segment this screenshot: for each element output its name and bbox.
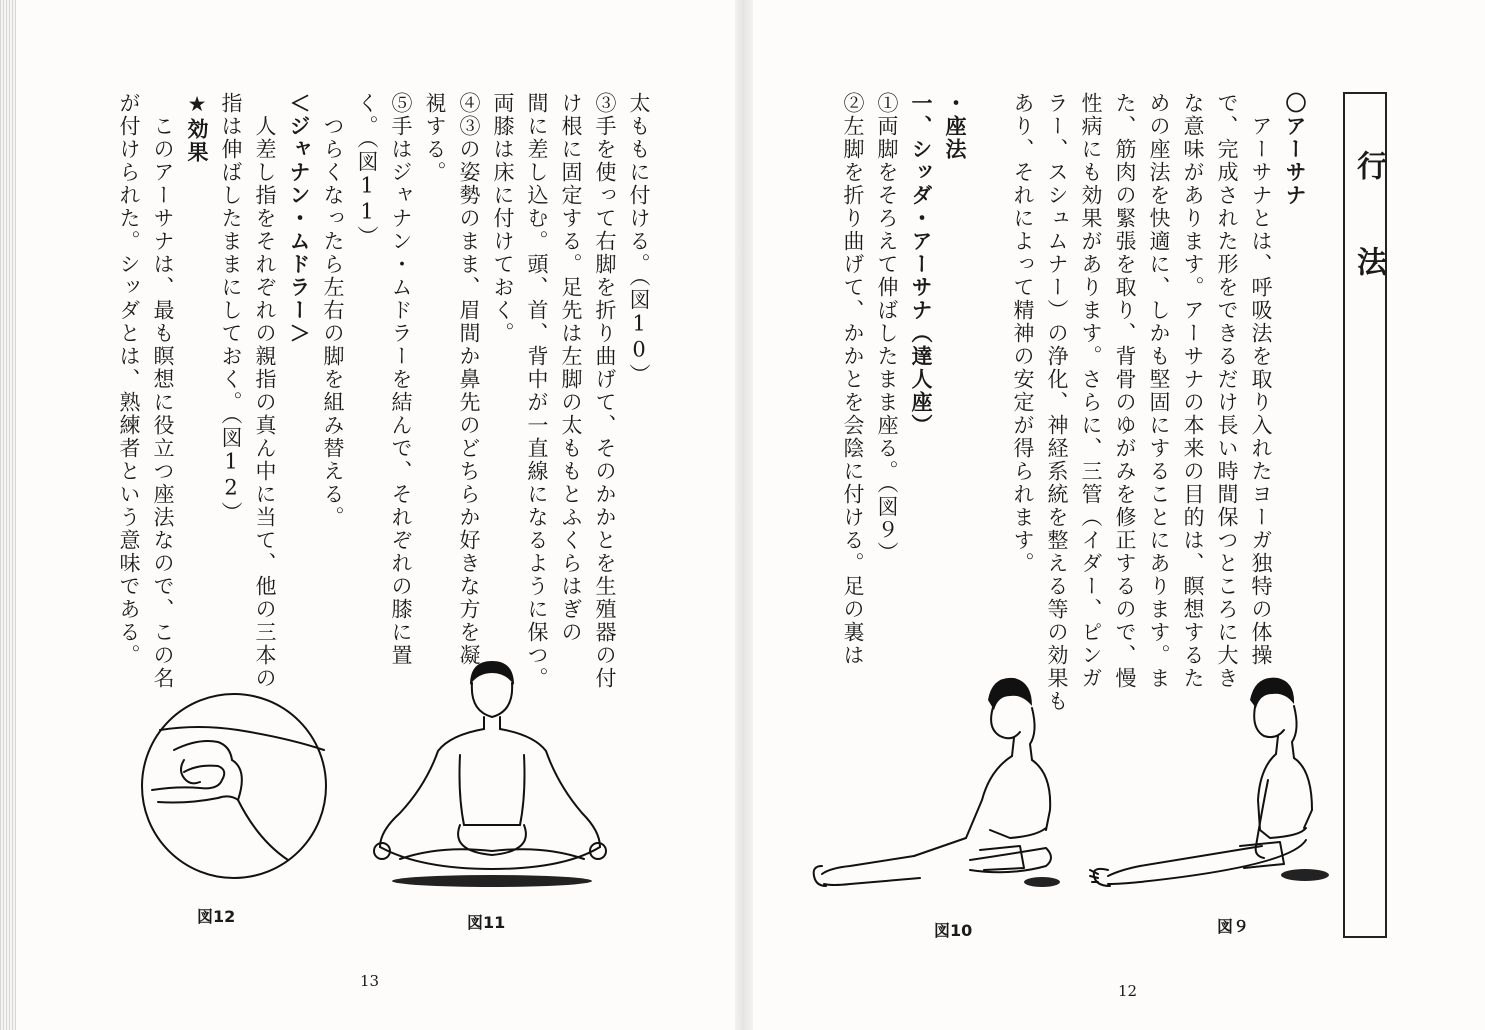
page-edge (0, 0, 16, 1030)
text-line: た、筋肉の緊張を取り、背骨のゆがみを修正するので、慢 (1113, 92, 1137, 690)
caption-fig12: 図12 (197, 907, 236, 926)
figure-11-illustration (360, 655, 620, 895)
caption-fig11: 図11 (467, 913, 506, 932)
text-line: ラー、スシュムナー）の浄化、神経系統を整える等の効果も (1045, 92, 1069, 713)
heading-zahou: ・座法 (943, 92, 967, 161)
text-line: つらくなったら左右の脚を組み替える。 (321, 92, 345, 529)
page-number-left: 13 (360, 972, 380, 990)
text-line: 性病にも効果があります。さらに、三管（イダー、ピンガ (1079, 92, 1103, 690)
figure-12-illustration (138, 690, 330, 882)
text-line: あり、それによって精神の安定が得られます。 (1011, 92, 1035, 575)
text-line: 人差し指をそれぞれの親指の真ん中に当て、他の三本の (253, 92, 277, 690)
text-line: な意味があります。アーサナの本来の目的は、瞑想するた (1181, 92, 1205, 690)
book-gutter (735, 0, 753, 1030)
text-line: 指は伸ばしたままにしておく。（図12） (219, 92, 243, 525)
text-line: が付けられた。シッダとは、熟練者という意味である。 (117, 92, 141, 667)
text-line: 両膝は床に付けておく。 (491, 92, 515, 345)
text-line: 間に差し込む。頭、首、背中が一直線になるように保つ。 (525, 92, 549, 690)
page-number-right: 12 (1118, 982, 1138, 1000)
step-4: ④③の姿勢のまま、眉間か鼻先のどちらか好きな方を凝 (457, 92, 481, 667)
text-line: 太ももに付ける。（図10） (627, 92, 651, 387)
step-5: ⑤手はジャナン・ムドラーを結んで、それぞれの膝に置 (389, 92, 413, 667)
text-line: このアーサナは、最も瞑想に役立つ座法なので、この名 (151, 92, 175, 690)
heading-jnana-mudra: ＜ジャナン・ムドラー＞ (287, 92, 311, 345)
heading-siddha-asana: 一、シッダ・アーサナ（達人座） (909, 92, 933, 437)
text-line: く。（図11） (355, 92, 379, 249)
section-title: 行 法 (1351, 150, 1386, 294)
text-line: アーサナとは、呼吸法を取り入れたヨーガ独特の体操 (1249, 92, 1273, 667)
caption-fig10: 図10 (934, 921, 973, 940)
step-1: ①両脚をそろえて伸ばしたまま座る。（図９） (875, 92, 899, 565)
text-line: めの座法を快適に、しかも堅固にすることにあります。ま (1147, 92, 1171, 690)
figure-10-illustration (810, 670, 1080, 900)
text-line: で、完成された形をできるだけ長い時間保つところに大き (1215, 92, 1239, 690)
heading-asana: 〇アーサナ (1283, 92, 1307, 207)
caption-fig9: 図９ (1217, 917, 1250, 936)
step-2: ②左脚を折り曲げて、かかとを会陰に付ける。足の裏は (841, 92, 865, 667)
step-3: ③手を使って右脚を折り曲げて、そのかかとを生殖器の付 (593, 92, 617, 690)
heading-effect: ★効果 (185, 92, 209, 164)
text-line: け根に固定する。足先は左脚の太ももとふくらはぎの (559, 92, 583, 644)
text-line: 視する。 (423, 92, 447, 184)
figure-9-illustration (1080, 670, 1340, 900)
